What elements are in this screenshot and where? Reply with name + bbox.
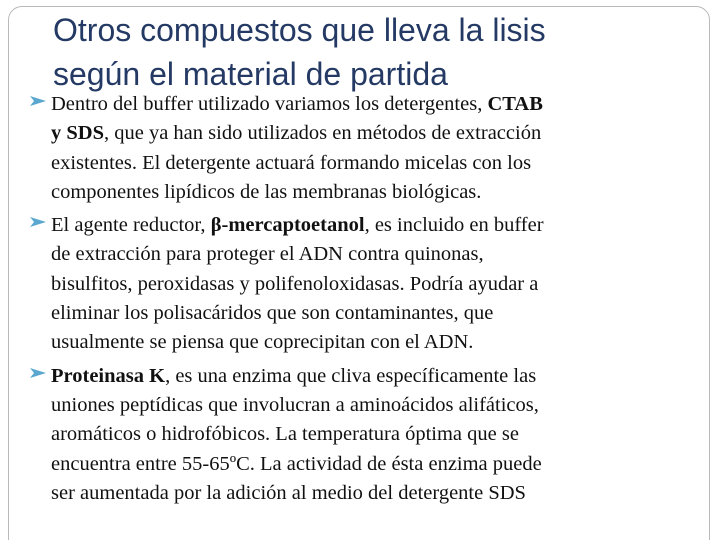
text-run: usualmente se piensa que coprecipitan con el ADN. (51, 331, 474, 354)
paragraph-line (51, 420, 696, 449)
paragraph-line (27, 90, 696, 119)
paragraph-line (51, 270, 696, 299)
text-run: bisulfitos, peroxidasas y polifenoloxidasas. Podría ayudar a (51, 272, 539, 295)
paragraph-line (51, 299, 696, 328)
text-run: El agente reductor, (51, 214, 211, 237)
text-run: Dentro del buffer utilizado variamos los detergentes, (51, 93, 488, 115)
bold-term: Proteinasa K (51, 364, 166, 387)
text-run: componentes lipídicos de las membranas biológicas. (51, 180, 482, 203)
paragraph-line (51, 328, 696, 357)
bullet-paragraph (26, 211, 696, 357)
paragraph-line (51, 178, 696, 207)
arrow-bullet-icon (27, 96, 51, 110)
title-line-1: Otros compuestos que lleva la lisis (53, 12, 546, 48)
text-run: , es una enzima que cliva específicamente las (165, 364, 537, 387)
paragraph-line (51, 149, 696, 178)
paragraph-line (27, 362, 696, 391)
bold-term: CTAB (487, 93, 543, 115)
bullet-paragraph (26, 90, 696, 207)
text-run: uniones peptídicas que involucran a aminoácidos alifáticos, (51, 393, 539, 416)
paragraph-line (51, 450, 696, 479)
text-run: existentes. El detergente actuará formando micelas con los (51, 151, 532, 174)
text-run: ser aumentada por la adición al medio del detergente SDS (51, 481, 526, 504)
arrow-bullet-icon (27, 217, 51, 231)
bold-term: y SDS (51, 122, 104, 145)
title-line-2: según el material de partida (53, 56, 448, 92)
paragraph-line (51, 240, 696, 269)
paragraph-line (51, 479, 696, 508)
bold-term: β-mercaptoetanol (210, 214, 365, 237)
paragraph-line (51, 119, 696, 148)
text-run: de extracción para proteger el ADN contra quinonas, (51, 243, 484, 266)
text-run: eliminar los polisacáridos que son contaminantes, que (51, 302, 494, 325)
bullet-paragraph (26, 362, 696, 508)
text-run: , es incluido en buffer (364, 214, 544, 237)
paragraph-line (51, 391, 696, 420)
arrow-bullet-icon (27, 368, 51, 382)
slide-title (53, 8, 673, 96)
text-run: , que ya han sido utilizados en métodos de extracción (103, 122, 542, 145)
text-run: encuentra entre 55-65ºC. La actividad de ésta enzima puede (51, 452, 542, 475)
slide-body (26, 90, 696, 512)
paragraph-line (27, 211, 696, 240)
text-run: aromáticos o hidrofóbicos. La temperatura óptima que se (51, 423, 519, 446)
